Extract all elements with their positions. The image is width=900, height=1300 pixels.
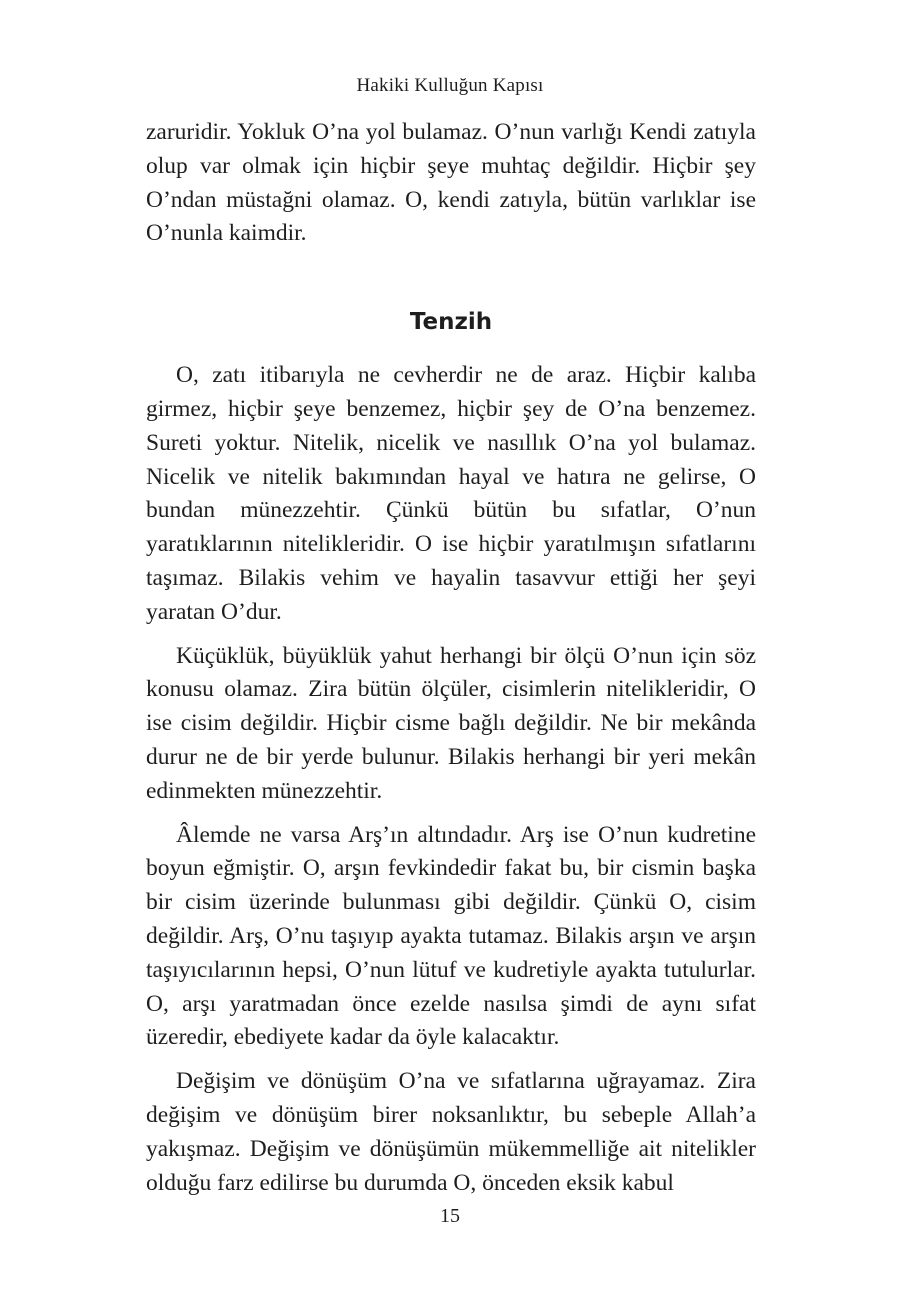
paragraph-3: Âlemde ne varsa Arş’ın altındadır. Arş ise O’nun kudretine boyun eğmiştir. O, arşın fevkindedir fakat bu, bir cismin başka bir cisim üzerinde bulunması gibi değildir. Çünkü O, cisim değildir. Arş, O’nu taşıyıp ayakta tutamaz. Bilakis arşın ve arşın taşıyıcılarının hepsi, O’nun lütuf ve kudretiyle ayakta tutulurlar. O, arşı yaratmadan önce ezelde nasılsa şimdi de aynı sıfat üzeredir, ebediyete kadar da öyle kalacaktır. xyxy=(146,821,756,1051)
page-body xyxy=(146,116,756,1200)
continuation-paragraph: zaruridir. Yokluk O’na yol bulamaz. O’nun varlığı Kendi zatıyla olup var olmak için hiçbir şeye muhtaç değildir. Hiçbir şey O’ndan müstağni olamaz. O, kendi zatıyla, bütün varlıklar ise O’nunla kaimdir. xyxy=(146,119,756,247)
running-header: Hakiki Kulluğun Kapısı xyxy=(356,75,544,96)
paragraph-4: Değişim ve dönüşüm O’na ve sıfatlarına uğrayamaz. Zira değişim ve dönüşüm birer noksanlıktır, bu sebeple Allah’a yakışmaz. Değişim ve dönüşümün mükemmelliğe ait nitelikler olduğu farz edilirse bu durumda O, önceden eksik kabul xyxy=(146,1068,756,1196)
paragraph-2: Küçüklük, büyüklük yahut herhangi bir ölçü O’nun için söz konusu olamaz. Zira bütün ölçüler, cisimlerin nitelikleridir, O ise cisim değildir. Hiçbir cisme bağlı değildir. Ne bir mekânda durur ne de bir yerde bulunur. Bilakis herhangi bir yeri mekân edinmekten münezzehtir. xyxy=(146,642,756,804)
page-number: 15 xyxy=(440,1205,460,1227)
paragraph-1: O, zatı itibarıyla ne cevherdir ne de araz. Hiçbir kalıba girmez, hiçbir şeye benzemez, hiçbir şey de O’na benzemez. Sureti yoktur. Nitelik, nicelik ve nasıllık O’na yol bulamaz. Nicelik ve nitelik bakımından hayal ve hatıra ne gelirse, O bundan münezzehtir. Çünkü bütün bu sıfatlar, O’nun yaratıklarının nitelikleridir. O ise hiçbir yaratılmışın sıfatlarını taşımaz. Bilakis vehim ve hayalin tasavvur ettiği her şeyi yaratan O’dur. xyxy=(146,362,756,625)
section-heading: Tenzih xyxy=(409,309,493,336)
